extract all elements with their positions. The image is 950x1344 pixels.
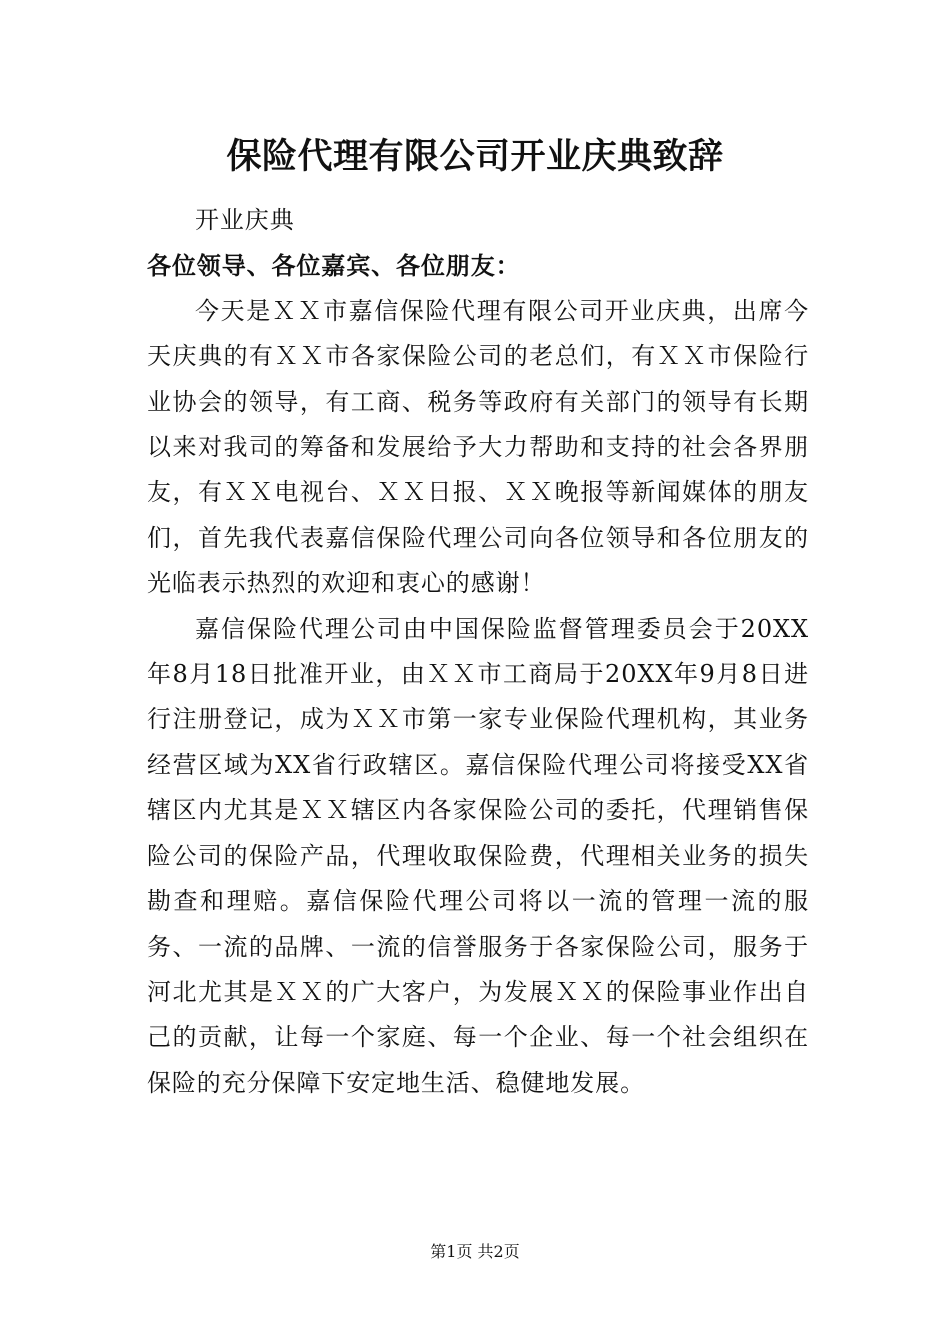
paragraph-company-intro: 嘉信保险代理公司由中国保险监督管理委员会于20XX年8月18日批准开业，由ＸＸ市工商局于20XX年9月8日进行注册登记，成为ＸＸ市第一家专业保险代理机构，其业务经营区域为XX省行政辖区。嘉信保险代理公司将接受XX省辖区内尤其是ＸＸ辖区内各家保险公司的委托，代理销售保险公司的保险产品，代理收取保险费，代理相关业务的损失勘查和理赔。嘉信保险代理公司将以一流的管理一流的服务、一流的品牌、一流的信誉服务于各家保险公司，服务于河北尤其是ＸＸ的广大客户，为发展ＸＸ的保险事业作出自己的贡献，让每一个家庭、每一个企业、每一个社会组织在保险的充分保障下安定地生活、稳健地发展。 — [147, 614, 809, 1097]
page-indicator: 第1页 共2页 — [430, 1242, 520, 1261]
document-title: 保险代理有限公司开业庆典致辞 — [226, 136, 724, 177]
greeting-line: 各位领导、各位嘉宾、各位朋友： — [147, 251, 521, 281]
subheading: 开业庆典 — [195, 206, 295, 234]
paragraph-opening: 今天是ＸＸ市嘉信保险代理有限公司开业庆典，出席今天庆典的有ＸＸ市各家保险公司的老总们，有ＸＸ市保险行业协会的领导，有工商、税务等政府有关部门的领导有长期以来对我司的筹备和发展给予大力帮助和支持的社会各界朋友，有ＸＸ电视台、ＸＸ日报、ＸＸ晚报等新闻媒体的朋友们，首先我代表嘉信保险代理公司向各位领导和各位朋友的光临表示热烈的欢迎和衷心的感谢！ — [147, 296, 809, 598]
document-body — [147, 198, 809, 1106]
